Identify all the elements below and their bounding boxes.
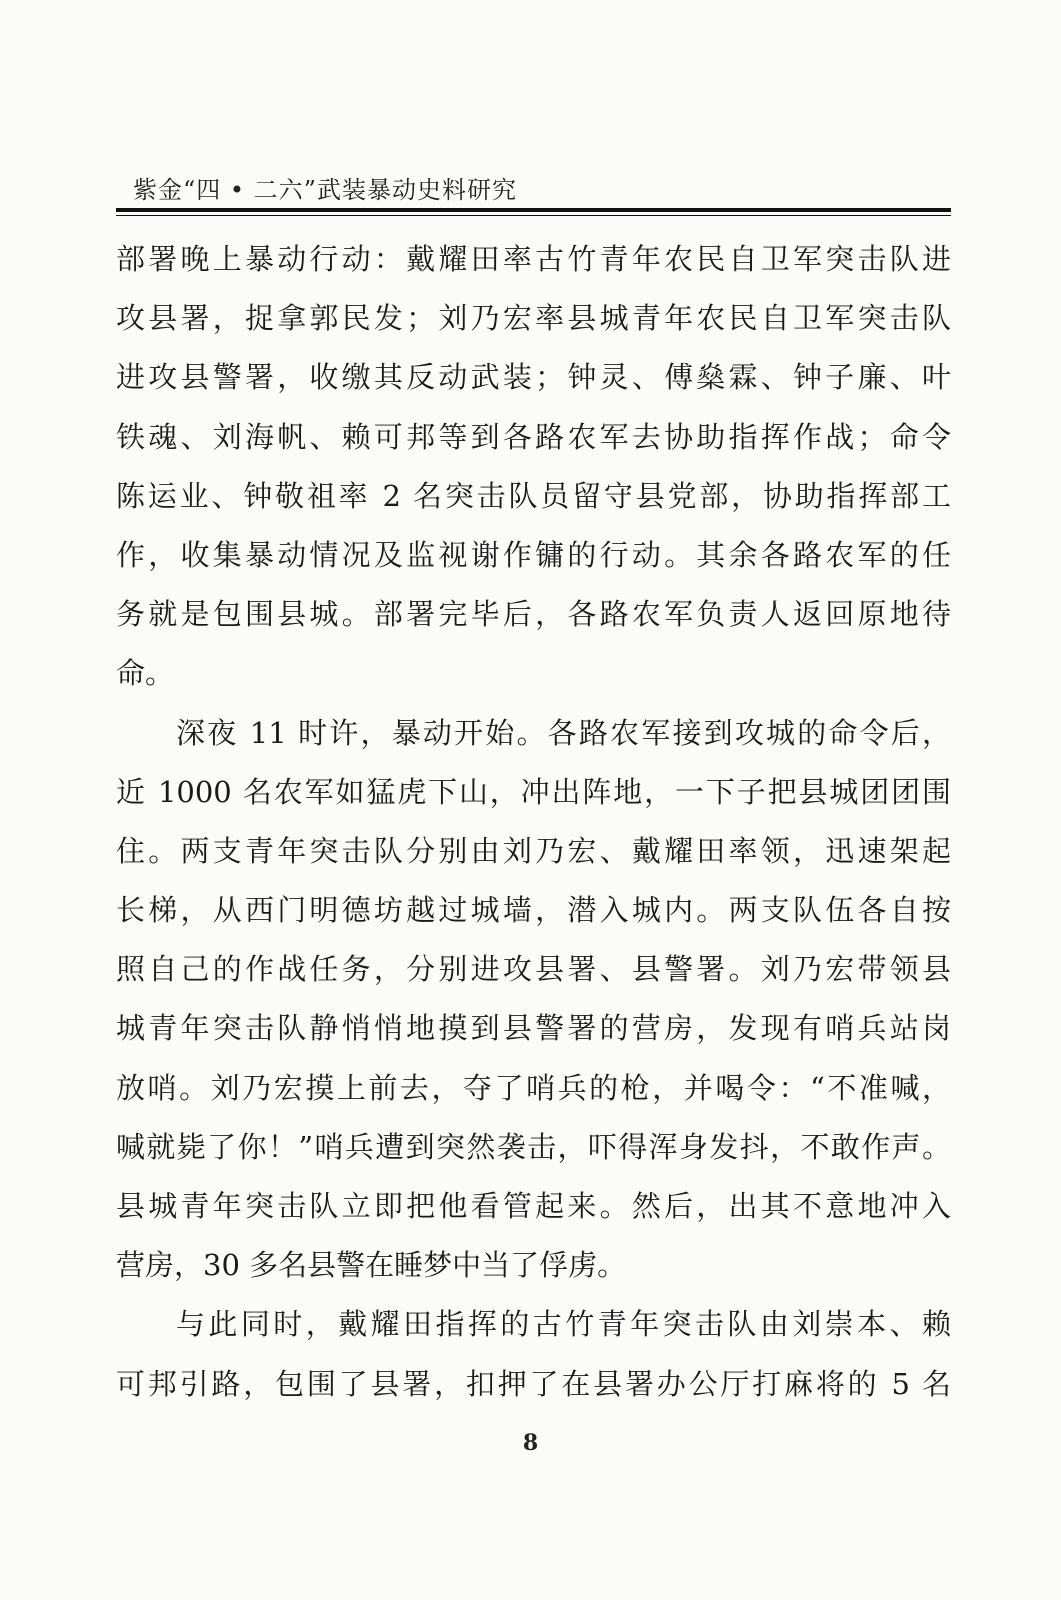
text-line: 住。两支青年突击队分别由刘乃宏、戴耀田率领，迅速架起 (116, 833, 951, 868)
text-line: 作，收集暴动情况及监视谢作镛的行动。其余各路农军的任 (116, 537, 951, 572)
paragraph-1 (116, 230, 951, 704)
text-line: 可邦引路，包围了县署，扣押了在县署办公厅打麻将的 5 名 (116, 1366, 951, 1401)
text-line: 喊就毙了你！”哨兵遭到突然袭击，吓得浑身发抖，不敢作声。 (116, 1129, 951, 1164)
page-number: 8 (522, 1430, 539, 1456)
text-line: 深夜 11 时许，暴动开始。各路农军接到攻城的命令后， (176, 715, 951, 750)
text-line: 部署晚上暴动行动：戴耀田率古竹青年农民自卫军突击队进 (116, 242, 951, 276)
paragraph-3 (116, 1295, 951, 1413)
text-line: 铁魂、刘海帆、赖可邦等到各路农军去协助指挥作战；命令 (116, 419, 951, 454)
paragraph-2 (116, 704, 951, 1296)
text-line: 照自己的作战任务，分别进攻县署、县警署。刘乃宏带领县 (116, 952, 951, 987)
text-line: 营房，30 多名县警在睡梦中当了俘虏。 (116, 1248, 627, 1283)
text-line: 长梯，从西门明德坊越过城墙，潜入城内。两支队伍各自按 (116, 893, 951, 928)
header-rule-thick (116, 208, 951, 212)
text-line: 县城青年突击队立即把他看管起来。然后，出其不意地冲入 (116, 1189, 951, 1223)
text-line: 务就是包围县城。部署完毕后，各路农军负责人返回原地待 (116, 597, 951, 632)
text-line: 命。 (116, 656, 175, 691)
text-line: 进攻县警署，收缴其反动武装；钟灵、傅燊霖、钟子廉、叶 (116, 360, 951, 395)
text-line: 近 1000 名农军如猛虎下山，冲出阵地，一下子把县城团团围 (116, 774, 951, 809)
text-line: 放哨。刘乃宏摸上前去，夺了哨兵的枪，并喝令：“不准喊， (116, 1070, 951, 1105)
text-line: 城青年突击队静悄悄地摸到县警署的营房，发现有哨兵站岗 (116, 1011, 951, 1046)
text-line: 与此同时，戴耀田指挥的古竹青年突击队由刘崇本、赖 (176, 1307, 951, 1342)
body-text (116, 230, 951, 1414)
header-rule-thin (116, 215, 951, 216)
text-line: 陈运业、钟敬祖率 2 名突击队员留守县党部，协助指挥部工 (116, 478, 951, 513)
running-header: 紫金“四 • 二六”武装暴动史料研究 (133, 176, 517, 204)
text-line: 攻县署，捉拿郭民发；刘乃宏率县城青年农民自卫军突击队 (116, 301, 951, 336)
